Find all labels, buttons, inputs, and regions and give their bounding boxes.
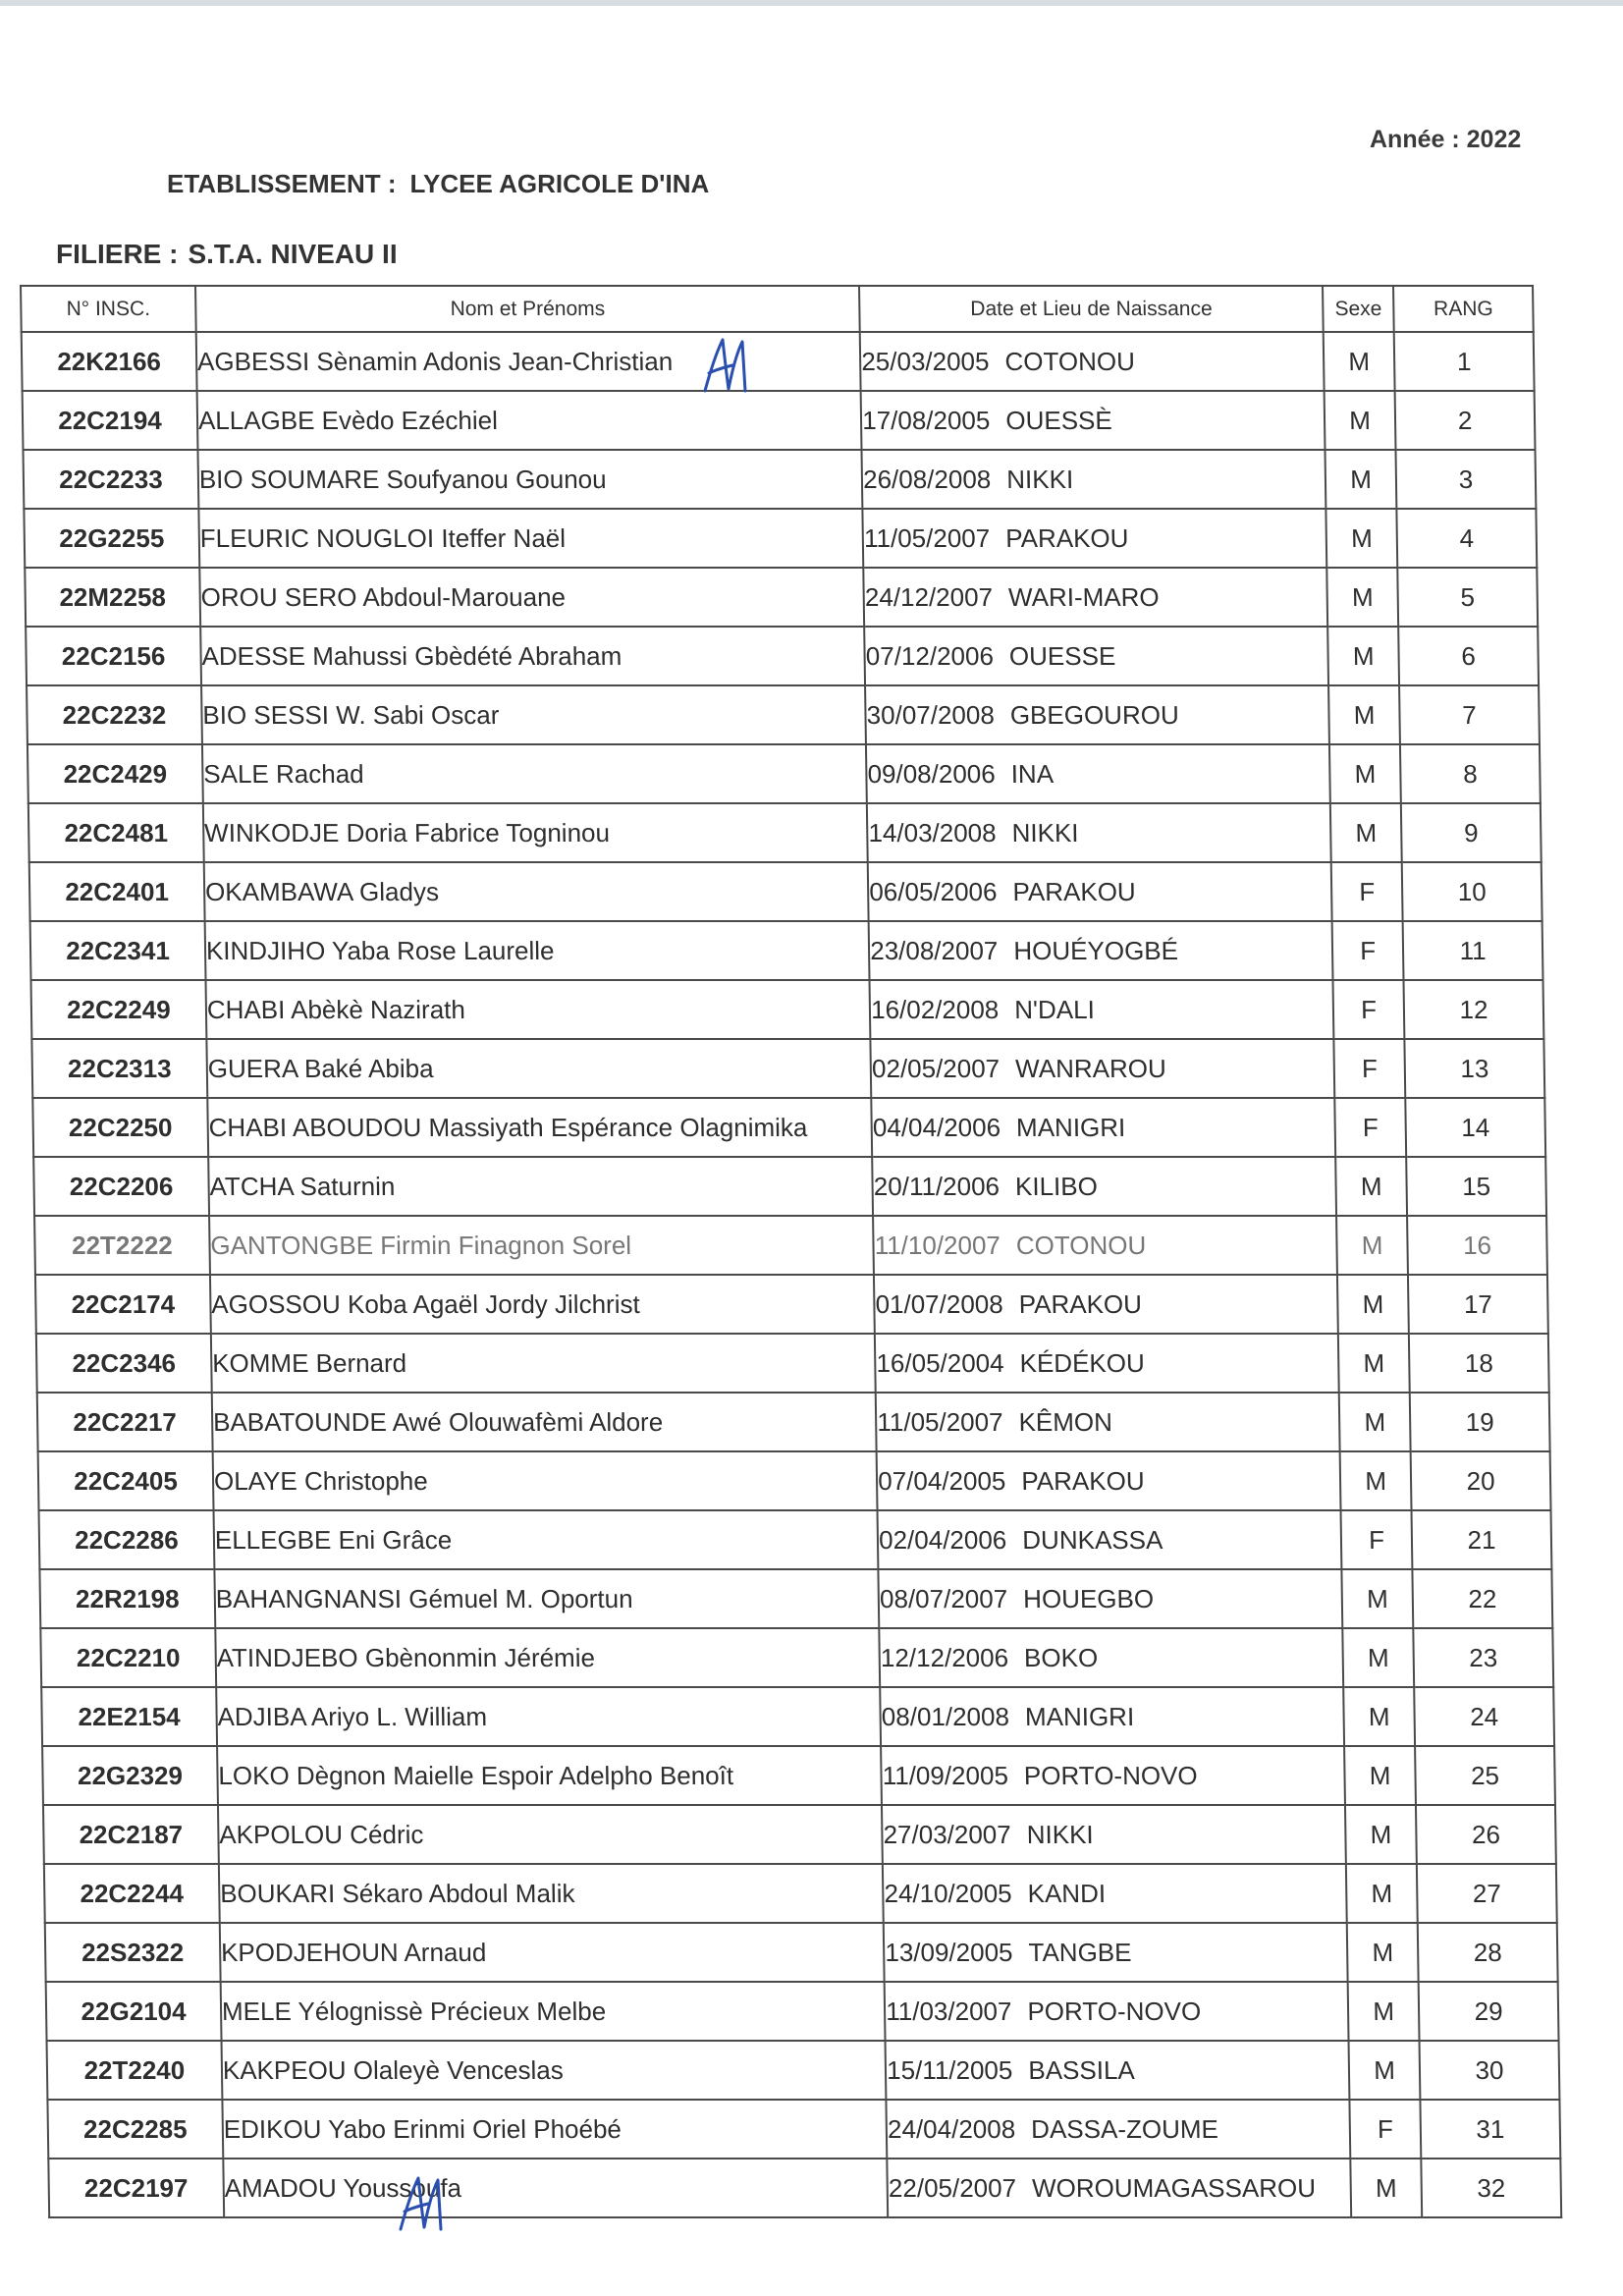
- birth-place: WOROUMAGASSAROU: [1031, 2172, 1317, 2203]
- birth-date-place: [860, 332, 1325, 391]
- birth-date-place: [862, 450, 1326, 509]
- sex: M: [1329, 744, 1401, 803]
- sex: M: [1350, 2159, 1422, 2217]
- insc-number: 22K2166: [22, 332, 197, 391]
- rank: 6: [1398, 627, 1539, 685]
- student-name: FLEURIC NOUGLOI Iteffer Naël: [198, 509, 863, 568]
- birth-date: 23/08/2007: [870, 935, 999, 965]
- insc-number: 22C2250: [32, 1098, 208, 1157]
- rank: 12: [1404, 980, 1544, 1039]
- sex: F: [1334, 1098, 1406, 1157]
- table-row: [30, 921, 1543, 980]
- insc-number: 22G2329: [42, 1746, 218, 1805]
- birth-place: MANIGRI: [1015, 1112, 1126, 1142]
- insc-number: 22M2258: [25, 568, 200, 627]
- rank: 10: [1402, 862, 1542, 921]
- student-name: ELLEGBE Eni Grâce: [213, 1510, 878, 1569]
- student-name: OKAMBAWA Gladys: [204, 862, 869, 921]
- birth-date-place: [882, 1805, 1346, 1864]
- student-name: BIO SOUMARE Soufyanou Gounou: [197, 450, 862, 509]
- birth-date-place: [865, 685, 1329, 744]
- rank: 7: [1399, 685, 1540, 744]
- birth-date: 11/10/2007: [874, 1230, 1001, 1260]
- birth-date-place: [881, 1746, 1345, 1805]
- insc-number: 22G2104: [46, 1982, 222, 2041]
- birth-place: KILIBO: [1014, 1171, 1099, 1201]
- signature-mark-1: [699, 330, 750, 399]
- scan-top-edge: [0, 0, 1623, 6]
- birth-date: 26/08/2008: [862, 464, 992, 494]
- birth-date-place: [873, 1216, 1337, 1275]
- insc-number: 22C2313: [31, 1039, 207, 1098]
- birth-date: 11/05/2007: [877, 1406, 1003, 1437]
- sex: F: [1332, 921, 1404, 980]
- rank: 24: [1414, 1687, 1554, 1746]
- table-row: [31, 1039, 1544, 1098]
- sex: M: [1346, 1864, 1418, 1923]
- student-name: KPODJEHOUN Arnaud: [220, 1923, 885, 1982]
- rank: 4: [1396, 509, 1537, 568]
- birth-date-place: [877, 1451, 1341, 1510]
- col-header-insc: N° INSC.: [21, 286, 196, 332]
- birth-date-place: [863, 509, 1327, 568]
- birth-date-place: [883, 1864, 1347, 1923]
- insc-number: 22C2341: [30, 921, 206, 980]
- insc-number: 22C2286: [39, 1510, 215, 1569]
- student-name: GANTONGBE Firmin Finagnon Sorel: [209, 1216, 874, 1275]
- sex: M: [1327, 627, 1399, 685]
- birth-date-place: [871, 1039, 1335, 1098]
- birth-date: 06/05/2006: [869, 876, 998, 906]
- birth-place: BOKO: [1023, 1642, 1099, 1672]
- birth-place: PORTO-NOVO: [1023, 1760, 1198, 1790]
- rank: 23: [1413, 1628, 1553, 1687]
- rank: 29: [1419, 1982, 1559, 2041]
- rank: 28: [1418, 1923, 1558, 1982]
- birth-place: KÊMON: [1018, 1406, 1113, 1437]
- rank: 16: [1407, 1216, 1547, 1275]
- birth-date-place: [885, 1982, 1349, 2041]
- birth-date: 30/07/2008: [866, 699, 996, 730]
- insc-number: 22S2322: [45, 1923, 221, 1982]
- student-name: KINDJIHO Yaba Rose Laurelle: [205, 921, 870, 980]
- table-row: [26, 627, 1539, 685]
- sex: M: [1349, 2041, 1421, 2100]
- birth-date-place: [875, 1334, 1339, 1393]
- table-row: [37, 1393, 1550, 1451]
- birth-place: KÉDÉKOU: [1019, 1347, 1145, 1378]
- table-row: [33, 1157, 1546, 1216]
- student-name: ADESSE Mahussi Gbèdété Abraham: [200, 627, 865, 685]
- filiere-value: S.T.A. NIVEAU II: [188, 239, 398, 269]
- sex: M: [1330, 803, 1402, 862]
- sex: M: [1336, 1216, 1408, 1275]
- rank: 11: [1403, 921, 1543, 980]
- student-name: BAHANGNANSI Gémuel M. Oportun: [214, 1569, 879, 1628]
- table-row: [22, 332, 1535, 391]
- student-name: EDIKOU Yabo Erinmi Oriel Phoébé: [222, 2100, 887, 2159]
- sex: M: [1335, 1157, 1407, 1216]
- birth-date: 11/09/2005: [882, 1760, 1009, 1790]
- birth-date: 24/10/2005: [884, 1878, 1012, 1908]
- student-name: ATINDJEBO Gbènonmin Jérémie: [215, 1628, 880, 1687]
- birth-date: 02/05/2007: [871, 1053, 1001, 1083]
- birth-date-place: [872, 1157, 1336, 1216]
- birth-date: 07/04/2005: [878, 1465, 1006, 1496]
- table-row: [39, 1569, 1552, 1628]
- students-table: [20, 285, 1562, 2218]
- birth-place: COTONOU: [1015, 1230, 1147, 1260]
- table-row: [41, 1687, 1554, 1746]
- sex: M: [1343, 1687, 1415, 1746]
- table-row: [28, 803, 1542, 862]
- birth-date: 15/11/2005: [886, 2054, 1013, 2085]
- rank: 21: [1412, 1510, 1552, 1569]
- birth-date: 11/05/2007: [863, 522, 991, 553]
- col-header-rank: RANG: [1393, 286, 1534, 332]
- rank: 17: [1408, 1275, 1548, 1334]
- insc-number: 22T2240: [47, 2041, 223, 2100]
- birth-place: DUNKASSA: [1022, 1524, 1163, 1555]
- birth-date-place: [887, 2100, 1351, 2159]
- student-name: GUERA Baké Abiba: [206, 1039, 871, 1098]
- student-name: MELE Yélognissè Précieux Melbe: [221, 1982, 886, 2041]
- birth-place: TANGBE: [1028, 1937, 1132, 1967]
- birth-date: 16/02/2008: [870, 994, 1000, 1024]
- birth-place: KANDI: [1027, 1878, 1107, 1908]
- sex: M: [1339, 1393, 1411, 1451]
- birth-place: COTONOU: [1004, 346, 1136, 376]
- student-name: CHABI ABOUDOU Massiyath Espérance Olagnimika: [207, 1098, 872, 1157]
- insc-number: 22C2244: [44, 1864, 220, 1923]
- insc-number: 22T2222: [34, 1216, 210, 1275]
- establishment-value: LYCEE AGRICOLE D'INA: [409, 169, 710, 198]
- table-row: [48, 2159, 1561, 2217]
- insc-number: 22C2217: [37, 1393, 213, 1451]
- birth-date-place: [868, 862, 1332, 921]
- insc-number: 22C2233: [23, 450, 198, 509]
- student-name: OROU SERO Abdoul-Marouane: [199, 568, 864, 627]
- student-name: BABATOUNDE Awé Olouwafèmi Aldore: [212, 1393, 877, 1451]
- birth-date-place: [870, 980, 1334, 1039]
- birth-date: 02/04/2006: [878, 1524, 1007, 1555]
- rank: 15: [1406, 1157, 1546, 1216]
- sex: M: [1328, 685, 1400, 744]
- birth-date: 07/12/2006: [865, 640, 995, 671]
- insc-number: 22C2156: [26, 627, 201, 685]
- sex: M: [1340, 1451, 1412, 1510]
- sex: M: [1347, 1923, 1419, 1982]
- year-label: Année :: [1370, 126, 1460, 153]
- birth-place: HOUEGBO: [1022, 1583, 1155, 1613]
- table-row: [40, 1628, 1553, 1687]
- table-row: [44, 1864, 1557, 1923]
- rank: 27: [1417, 1864, 1557, 1923]
- table-row: [25, 568, 1538, 627]
- insc-number: 22C2232: [27, 685, 202, 744]
- year-value: 2022: [1466, 126, 1522, 153]
- rank: 19: [1410, 1393, 1550, 1451]
- establishment-line: [167, 169, 709, 199]
- sex: M: [1344, 1746, 1416, 1805]
- birth-date: 16/05/2004: [876, 1347, 1004, 1378]
- student-name: KOMME Bernard: [211, 1334, 876, 1393]
- sex: M: [1338, 1334, 1410, 1393]
- insc-number: 22C2405: [38, 1451, 214, 1510]
- birth-date-place: [863, 568, 1327, 627]
- student-name: AGBESSI Sènamin Adonis Jean-Christian: [196, 332, 861, 391]
- rank: 14: [1405, 1098, 1545, 1157]
- col-header-sex: Sexe: [1323, 286, 1394, 332]
- rank: 13: [1404, 1039, 1544, 1098]
- student-name: KAKPEOU Olaleyè Venceslas: [221, 2041, 886, 2100]
- birth-date-place: [887, 2159, 1351, 2217]
- table-row: [36, 1334, 1549, 1393]
- birth-place: WARI-MARO: [1007, 581, 1160, 612]
- insc-number: 22C2197: [48, 2159, 224, 2217]
- birth-date-place: [878, 1510, 1342, 1569]
- birth-date-place: [861, 391, 1325, 450]
- insc-number: 22C2249: [31, 980, 207, 1039]
- birth-date: 24/12/2007: [864, 581, 994, 612]
- insc-number: 22C2429: [27, 744, 203, 803]
- birth-date: 20/11/2006: [873, 1171, 1001, 1201]
- insc-number: 22C2285: [47, 2100, 223, 2159]
- table-row: [24, 509, 1537, 568]
- insc-number: 22C2401: [29, 862, 205, 921]
- table-row: [47, 2100, 1560, 2159]
- sex: F: [1350, 2100, 1422, 2159]
- birth-date: 11/03/2007: [886, 1995, 1012, 2026]
- birth-date: 08/01/2008: [881, 1701, 1010, 1731]
- rank: 25: [1415, 1746, 1555, 1805]
- establishment-label: ETABLISSEMENT :: [167, 169, 397, 198]
- birth-place: PARAKOU: [1004, 522, 1129, 553]
- student-name: BOUKARI Sékaro Abdoul Malik: [219, 1864, 884, 1923]
- rank: 31: [1420, 2100, 1560, 2159]
- birth-date: 01/07/2008: [875, 1288, 1003, 1319]
- table-row: [35, 1275, 1548, 1334]
- rank: 22: [1412, 1569, 1552, 1628]
- birth-place: OUESSE: [1008, 640, 1116, 671]
- student-name: OLAYE Christophe: [213, 1451, 878, 1510]
- sex: M: [1345, 1805, 1417, 1864]
- birth-place: PARAKOU: [1018, 1288, 1143, 1319]
- table-row: [32, 1098, 1545, 1157]
- birth-date-place: [874, 1275, 1338, 1334]
- birth-date-place: [884, 1923, 1348, 1982]
- birth-place: GBEGOUROU: [1009, 699, 1179, 730]
- table-row: [34, 1216, 1547, 1275]
- birth-date: 17/08/2005: [861, 405, 991, 435]
- rank: 5: [1397, 568, 1538, 627]
- birth-date: 22/05/2007: [888, 2172, 1017, 2203]
- insc-number: 22C2206: [33, 1157, 209, 1216]
- insc-number: 22C2210: [40, 1628, 216, 1687]
- table-row: [38, 1451, 1551, 1510]
- sex: M: [1348, 1982, 1420, 2041]
- birth-date-place: [876, 1393, 1340, 1451]
- sex: M: [1324, 332, 1395, 391]
- student-name: AMADOU Youssoufa: [223, 2159, 888, 2217]
- birth-place: DASSA-ZOUME: [1030, 2113, 1219, 2144]
- rank: 8: [1400, 744, 1541, 803]
- birth-place: BASSILA: [1028, 2054, 1135, 2085]
- birth-date-place: [880, 1687, 1344, 1746]
- student-name: ADJIBA Ariyo L. William: [216, 1687, 881, 1746]
- sex: M: [1325, 391, 1396, 450]
- col-header-birth: Date et Lieu de Naissance: [859, 286, 1324, 332]
- table-row: [31, 980, 1544, 1039]
- birth-date-place: [871, 1098, 1335, 1157]
- student-name: AGOSSOU Koba Agaël Jordy Jilchrist: [210, 1275, 875, 1334]
- sex: M: [1325, 450, 1397, 509]
- birth-date: 08/07/2007: [879, 1583, 1008, 1613]
- year-line: [1370, 126, 1521, 154]
- sex: M: [1337, 1275, 1409, 1334]
- sex: F: [1341, 1510, 1413, 1569]
- insc-number: 22G2255: [24, 509, 199, 568]
- insc-number: 22R2198: [39, 1569, 215, 1628]
- birth-place: OUESSÈ: [1005, 405, 1112, 435]
- filiere-label: FILIERE :: [56, 239, 179, 269]
- student-name: SALE Rachad: [202, 744, 867, 803]
- student-name: ATCHA Saturnin: [208, 1157, 873, 1216]
- birth-date: 24/04/2008: [887, 2113, 1016, 2144]
- filiere-line: [56, 239, 398, 270]
- rank: 18: [1409, 1334, 1549, 1393]
- birth-place: NIKKI: [1026, 1819, 1094, 1849]
- table-row: [45, 1923, 1558, 1982]
- student-name: ALLAGBE Evèdo Ezéchiel: [196, 391, 861, 450]
- insc-number: 22C2194: [23, 391, 198, 450]
- rank: 32: [1421, 2159, 1561, 2217]
- birth-date: 14/03/2008: [868, 817, 997, 847]
- insc-number: 22C2346: [36, 1334, 212, 1393]
- birth-place: PARAKOU: [1021, 1465, 1145, 1496]
- table-row: [27, 744, 1541, 803]
- birth-place: NIKKI: [1006, 464, 1074, 494]
- birth-date-place: [886, 2041, 1350, 2100]
- table-row: [23, 391, 1536, 450]
- birth-date-place: [866, 744, 1330, 803]
- table-row: [43, 1805, 1556, 1864]
- signature-mark-2: [395, 2168, 446, 2237]
- sex: M: [1342, 1569, 1414, 1628]
- rank: 9: [1401, 803, 1542, 862]
- birth-date: 27/03/2007: [883, 1819, 1011, 1849]
- birth-date-place: [867, 803, 1331, 862]
- table-row: [42, 1746, 1555, 1805]
- birth-date: 09/08/2006: [867, 758, 996, 789]
- insc-number: 22C2481: [28, 803, 204, 862]
- student-name: AKPOLOU Cédric: [218, 1805, 883, 1864]
- sex: F: [1334, 1039, 1406, 1098]
- birth-place: MANIGRI: [1024, 1701, 1135, 1731]
- sex: F: [1333, 980, 1405, 1039]
- table-row: [23, 450, 1536, 509]
- birth-place: INA: [1010, 758, 1055, 789]
- birth-place: PARAKOU: [1012, 876, 1136, 906]
- birth-date-place: [864, 627, 1328, 685]
- table-row: [39, 1510, 1552, 1569]
- table-row: [46, 1982, 1559, 2041]
- table-header-row: [21, 286, 1534, 332]
- birth-place: PORTO-NOVO: [1027, 1995, 1202, 2026]
- student-name: LOKO Dègnon Maielle Espoir Adelpho Benoît: [217, 1746, 882, 1805]
- rank: 20: [1411, 1451, 1551, 1510]
- birth-date-place: [879, 1628, 1343, 1687]
- student-name: WINKODJE Doria Fabrice Togninou: [203, 803, 868, 862]
- sex: F: [1331, 862, 1403, 921]
- birth-date: 04/04/2006: [872, 1112, 1001, 1142]
- birth-place: NIKKI: [1011, 817, 1079, 847]
- rank: 2: [1395, 391, 1536, 450]
- student-name: BIO SESSI W. Sabi Oscar: [201, 685, 866, 744]
- birth-date: 25/03/2005: [861, 346, 990, 376]
- table-body: [22, 332, 1561, 2217]
- rank: 26: [1416, 1805, 1556, 1864]
- insc-number: 22E2154: [41, 1687, 217, 1746]
- birth-place: HOUÉYOGBÉ: [1013, 935, 1179, 965]
- student-name: CHABI Abèkè Nazirath: [205, 980, 870, 1039]
- birth-date: 12/12/2006: [880, 1642, 1009, 1672]
- col-header-name: Nom et Prénoms: [195, 286, 860, 332]
- birth-date-place: [879, 1569, 1343, 1628]
- birth-date-place: [869, 921, 1333, 980]
- rank: 30: [1420, 2041, 1560, 2100]
- birth-place: N'DALI: [1014, 994, 1096, 1024]
- sex: M: [1342, 1628, 1414, 1687]
- rank: 1: [1394, 332, 1535, 391]
- table-row: [27, 685, 1540, 744]
- birth-place: WANRAROU: [1014, 1053, 1166, 1083]
- sex: M: [1326, 568, 1398, 627]
- insc-number: 22C2187: [43, 1805, 219, 1864]
- insc-number: 22C2174: [35, 1275, 211, 1334]
- table-row: [47, 2041, 1560, 2100]
- table-row: [29, 862, 1542, 921]
- rank: 3: [1396, 450, 1537, 509]
- birth-date: 13/09/2005: [885, 1937, 1013, 1967]
- sex: M: [1325, 509, 1397, 568]
